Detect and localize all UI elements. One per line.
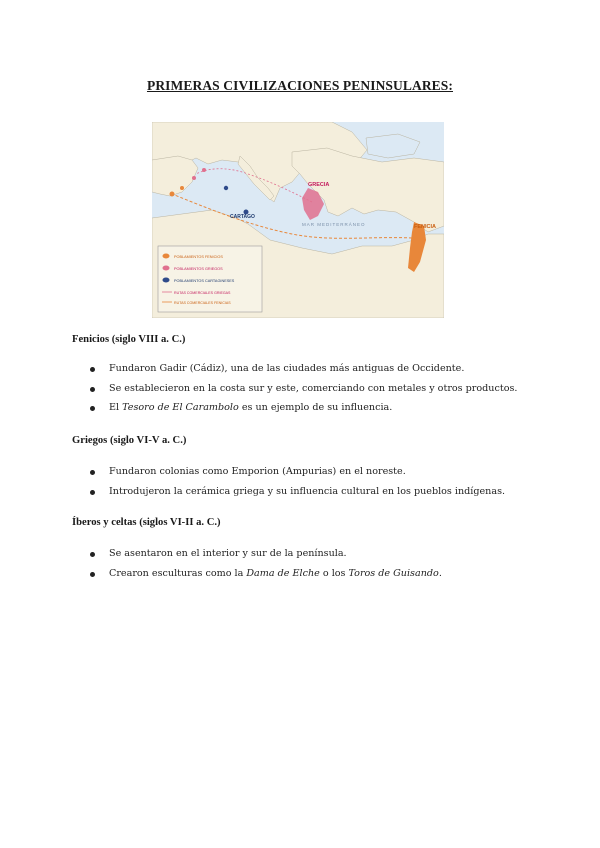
- section-period: (siglos VI-II a. C.): [139, 517, 221, 528]
- bullet-icon: [90, 387, 95, 392]
- legend-icon-cartagineses: [163, 278, 170, 283]
- section-title: Íberos y celtas: [72, 517, 137, 528]
- list-fenicios: [72, 359, 552, 418]
- legend-icon-fenicios: [163, 254, 170, 259]
- legend-label: RUTAS COMERCIALES GRIEGAS: [174, 291, 231, 295]
- section-period: (siglo VI-V a. C.): [109, 435, 187, 446]
- bullet-icon: [90, 572, 95, 577]
- legend-label: RUTAS COMERCIALES FENICIAS: [174, 301, 231, 305]
- bullet-icon: [90, 552, 95, 557]
- legend-label: POBLAMIENTOS FENICIOS: [174, 255, 223, 259]
- bullet-icon: [90, 406, 95, 411]
- list-item: Se establecieron en la costa sur y este, comerciando con metales y otros productos.: [72, 379, 552, 399]
- section-heading-iberos-celtas: [72, 517, 221, 528]
- list-item: Se asentaron en el interior y sur de la península.: [72, 544, 552, 564]
- map-legend: [158, 246, 262, 312]
- bullet-icon: [90, 470, 95, 475]
- section-heading-griegos: [72, 435, 186, 446]
- colony-cartaginesa-dot: [224, 186, 228, 190]
- legend-label: POBLAMIENTOS CARTAGINESES: [174, 279, 235, 283]
- section-title: Fenicios: [72, 334, 110, 345]
- legend-label: POBLAMIENTOS GRIEGOS: [174, 267, 223, 271]
- list-item: Crearon esculturas como la Dama de Elche o los Toros de Guisando.: [72, 564, 552, 584]
- list-griegos: [72, 462, 552, 501]
- label-fenicia: FENICIA: [414, 224, 436, 230]
- list-iberos-celtas: [72, 544, 552, 583]
- bullet-icon: [90, 367, 95, 372]
- list-item: Fundaron Gadir (Cádiz), una de las ciudades más antiguas de Occidente.: [72, 359, 552, 379]
- legend-icon-griegos: [163, 266, 170, 271]
- bullet-icon: [90, 490, 95, 495]
- section-period: (siglo VIII a. C.): [111, 334, 186, 345]
- page-title: PRIMERAS CIVILIZACIONES PENINSULARES:: [146, 78, 453, 93]
- colony-fenicia-dot: [180, 186, 184, 190]
- list-item: Introdujeron la cerámica griega y su influencia cultural en los pueblos indígenas.: [72, 482, 552, 502]
- section-title: Griegos: [72, 435, 108, 446]
- label-grecia: GRECIA: [308, 182, 330, 188]
- list-item: Fundaron colonias como Emporion (Ampurias) en el noreste.: [72, 462, 552, 482]
- mediterranean-map: [152, 122, 444, 318]
- label-cartago: CARTAGO: [230, 214, 255, 220]
- colony-griega-dot: [192, 176, 196, 180]
- section-heading-fenicios: [72, 334, 185, 345]
- label-mar: MAR MEDITERRÁNEO: [302, 222, 366, 227]
- list-item: El Tesoro de El Carambolo es un ejemplo de su influencia.: [72, 398, 552, 418]
